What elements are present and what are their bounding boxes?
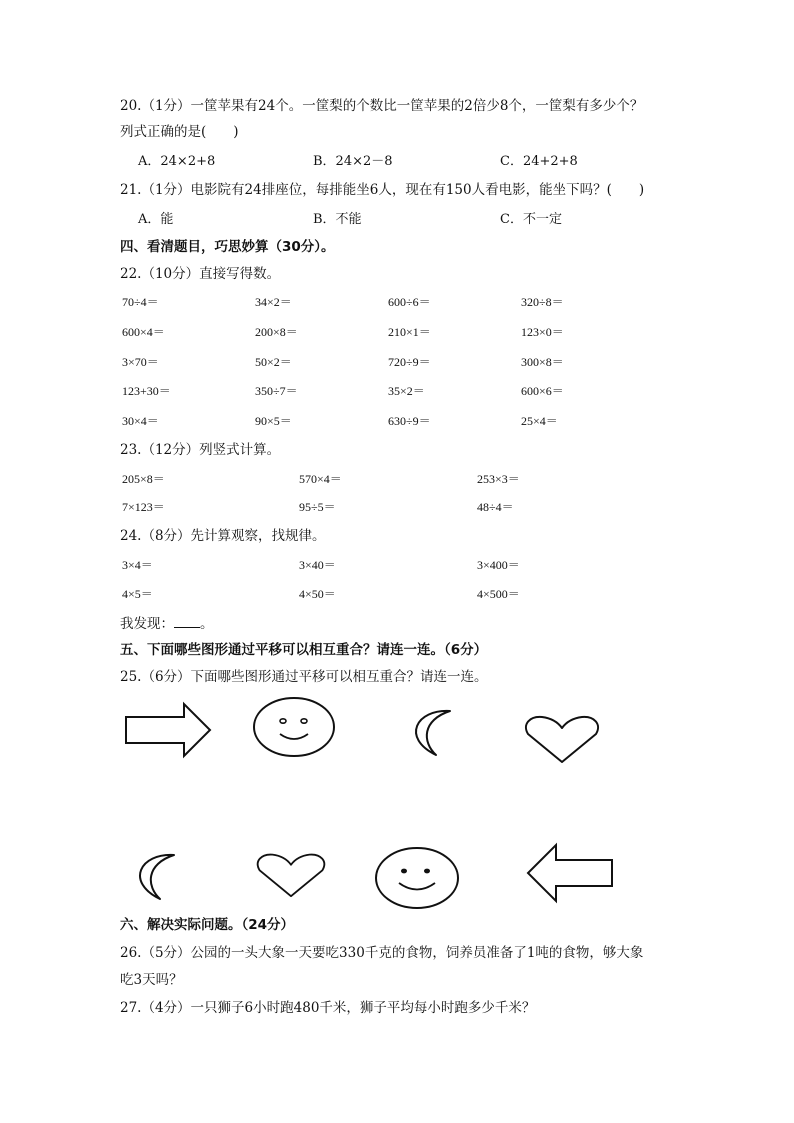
finding-label: 我发现： [120,616,174,632]
arith-item: 90×5＝ [255,414,292,428]
arith-item: 35×2＝ [388,384,425,398]
question-23-title: 23.（12分）列竖式计算。 [120,442,281,458]
question-24-title: 24.（8分）先计算观察，找规律。 [120,528,326,544]
pattern-item: 4×5＝ [122,587,153,601]
section-4-heading: 四、看清题目，巧思妙算（30分）。 [120,239,335,255]
arith-item: 210×1＝ [388,325,431,339]
crescent-moon-icon[interactable] [398,708,454,758]
pattern-item: 3×4＝ [122,558,153,572]
question-20-text: 20.（1分）一筐苹果有24个。一筐梨的个数比一筐苹果的2倍少8个，一筐梨有多少个？ [120,98,644,114]
question-21-text: 21.（1分）电影院有24排座位，每排能坐6人，现在有150人看电影，能坐下吗？( ) [120,182,645,198]
smiley-face-icon[interactable] [374,846,460,910]
arith-item: 600×4＝ [122,325,165,339]
arith-item: 25×4＝ [521,414,558,428]
question-26-text: 26.（5分）公园的一头大象一天要吃330千克的食物，饲养员准备了1吨的食物，够大象 [120,945,644,961]
section-5-heading: 五、下面哪些图形通过平移可以相互重合？请连一连。（6分） [120,642,488,658]
arith-item: 600×6＝ [521,384,564,398]
arith-item: 630÷9＝ [388,414,431,428]
arith-item: 34×2＝ [255,295,292,309]
vertical-calc-item: 95÷5＝ [299,500,336,514]
question-20-prompt: 列式正确的是( ) [120,124,239,140]
arrow-left-icon[interactable] [526,842,614,904]
vertical-calc-item: 570×4＝ [299,472,342,486]
crescent-moon-icon[interactable] [122,852,178,902]
arith-item: 30×4＝ [122,414,159,428]
question-21-option-b: B．不能 [313,212,362,227]
arith-item: 300×8＝ [521,355,564,369]
question-22-title: 22.（10分）直接写得数。 [120,266,281,282]
question-25-title: 25.（6分）下面哪些图形通过平移可以相互重合？请连一连。 [120,669,488,685]
pattern-item: 4×500＝ [477,587,520,601]
section-6-heading: 六、解决实际问题。（24分） [120,917,295,933]
arith-item: 720÷9＝ [388,355,431,369]
arith-item: 50×2＝ [255,355,292,369]
heart-icon[interactable] [524,712,600,764]
pattern-item: 3×40＝ [299,558,336,572]
arith-item: 3×70＝ [122,355,159,369]
question-27-text: 27.（4分）一只狮子6小时跑480千米，狮子平均每小时跑多少千米？ [120,1000,536,1016]
question-21-option-c: C．不一定 [500,212,562,227]
finding-end: 。 [200,616,214,632]
finding-line [120,614,214,633]
smiley-face-icon[interactable] [252,696,336,758]
vertical-calc-item: 48÷4＝ [477,500,514,514]
pattern-item: 3×400＝ [477,558,520,572]
question-26-text-cont: 吃3天吗？ [120,972,183,988]
arrow-right-icon[interactable] [124,700,212,760]
finding-answer-blank[interactable] [174,614,200,628]
heart-icon[interactable] [254,850,328,898]
question-20-option-b: B．24×2－8 [313,154,393,169]
vertical-calc-item: 205×8＝ [122,472,165,486]
pattern-item: 4×50＝ [299,587,336,601]
arith-item: 70÷4＝ [122,295,159,309]
arith-item: 320÷8＝ [521,295,564,309]
arith-item: 123×0＝ [521,325,564,339]
arith-item: 350÷7＝ [255,384,298,398]
question-21-option-a: A．能 [138,212,174,227]
arith-item: 123+30＝ [122,384,171,398]
arith-item: 200×8＝ [255,325,298,339]
question-20-option-a: A．24×2+8 [138,154,216,169]
question-20-option-c: C．24+2+8 [500,154,578,169]
vertical-calc-item: 253×3＝ [477,472,520,486]
vertical-calc-item: 7×123＝ [122,500,165,514]
arith-item: 600÷6＝ [388,295,431,309]
